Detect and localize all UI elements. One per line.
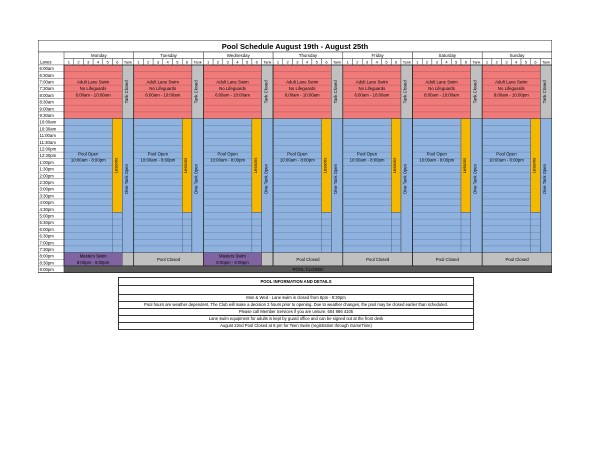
lessons-label: Lessons [322,157,328,174]
pool-open-time: 10:00am - 8:00pm [279,157,315,163]
lessons-label: Lessons [392,157,398,174]
lane-number: 5 [385,59,388,65]
pool-open-title: Pool Open [147,151,169,157]
tank-label: Tank [193,60,202,65]
no-lifeguards-text: No Lifeguards [358,86,386,92]
pool-open-title: Pool Open [217,151,238,157]
day-name: Monday [91,53,107,58]
tank-closed-label: Tank Closed [472,80,478,104]
dive-tank-open-label: Dive Tank Open [402,164,408,194]
day-name: Wednesday [226,53,250,58]
time-label: 4:30pm [39,206,54,212]
lane-number: 1 [67,59,70,65]
adult-lane-swim-title: Adult Lane Swim [286,79,319,85]
lane-number: 4 [236,59,239,65]
info-spacer [119,285,473,294]
pool-closed-label: Pool Closed [296,256,320,262]
adult-lane-swim-title: Adult Lane Swim [355,79,389,85]
time-label: 9:00am [39,106,54,112]
dive-tank-open-label: Dive Tank Open [263,164,269,194]
time-label: 6:00am [39,66,54,72]
time-label: 3:30pm [39,193,54,199]
tank-closed-label: Tank Closed [333,80,339,104]
lessons-label: Lessons [183,157,189,174]
lane-number: 3 [87,59,90,65]
lessons-label: Lessons [113,157,119,174]
lane-number: 6 [185,59,189,65]
dive-tank-open-label: Dive Tank Open [333,164,339,194]
info-heading: POOL INFORMATION AND DETAILS [260,279,332,284]
dive-tank-open-label: Dive Tank Open [193,164,199,194]
lane-number: 2 [147,59,150,65]
pool-closed-label: Pool Closed [435,256,459,262]
lane-number: 6 [116,59,119,65]
pool-closed-label: Pool Closed [505,256,529,262]
info-line: Mon & Wed - Lane swim is closed from 8pm - 9:30pm [119,294,473,301]
tank-closed-label: Tank Closed [402,80,408,104]
dive-tank-open-label: Dive Tank Open [542,164,548,194]
lane-number: 3 [156,59,160,65]
lane-number: 4 [305,59,309,65]
tank-closed-label: Tank Closed [123,80,129,104]
lane-number: 2 [286,59,289,65]
lane-number: 6 [464,59,467,65]
pool-closed-label: Pool Closed [156,256,181,262]
day-name: Thursday [298,53,318,58]
day-name: Sunday [509,53,525,58]
lane-number: 5 [106,59,109,65]
lane-number: 4 [166,59,169,65]
lane-number: 4 [375,59,378,65]
pool-open-title: Pool Open [356,151,378,157]
info-line: Please call Member Services if you are unsure. 604 986 4105 [119,308,473,315]
lane-number: 5 [455,59,458,65]
pool-open-time: 10:00am - 8:00pm [140,157,176,163]
lane-number: 3 [505,59,508,65]
time-label: 9:30am [39,113,54,118]
adult-lane-swim-time: 6:00am - 10:00am [75,92,111,98]
lane-number: 3 [296,59,299,65]
pool-open-time: 10:00am - 8:00pm [349,157,385,163]
time-label: 12:00pm [39,146,57,152]
evening-tank-closed-block [122,253,134,266]
pool-open-title: Pool Open [426,151,447,157]
lane-number: 4 [515,59,518,65]
no-lifeguards-text: No Lifeguards [288,86,316,92]
no-lifeguards-text: No Lifeguards [79,86,107,92]
pool-open-title: Pool Open [287,151,308,157]
adult-lane-swim-time: 6:00am - 10:00am [284,92,320,98]
time-label: 6:30pm [39,233,54,239]
day-name: Saturday [438,53,457,58]
adult-lane-swim-time: 6:00am - 10:00am [145,92,181,98]
masters-swim-title: Masters Swim [219,253,246,259]
tank-label: Tank [402,60,411,65]
lane-number: 1 [276,59,280,65]
lane-number: 1 [346,59,349,65]
lessons-label: Lessons [461,157,467,174]
pool-open-time: 10:00am - 8:00pm [210,157,246,163]
time-label: 7:30pm [39,247,54,252]
time-label: 8:30am [39,99,54,105]
time-label: 6:00pm [39,226,54,232]
schedule-title: Pool Schedule August 19th - August 25th [221,42,369,51]
day-name: Tuesday [160,53,177,58]
time-label: 10:00am [39,119,57,125]
lane-number: 5 [176,59,179,65]
tank-label: Tank [123,60,132,65]
adult-lane-swim-time: 6:00am - 10:00am [215,92,250,98]
time-label: 7:00am [39,79,54,85]
lane-number: 6 [255,59,258,65]
lane-number: 6 [395,59,398,65]
time-label: 11:30am [39,139,56,145]
adult-lane-swim-time: 8:00am - 10:00am [424,92,460,98]
lane-number: 2 [216,59,220,65]
lessons-label: Lessons [531,157,537,174]
pool-open-time: 10:00am - 8:00pm [70,157,106,163]
info-line: Pool hours are weather dependent. The Club will make a decision 2 hours prior to opening. Due to weather changes, the pool may be closed earlier than scheduled. [119,301,473,308]
adult-lane-swim-time: 8:00am - 10:00pm [493,92,529,98]
adult-lane-swim-time: 6:00am - 10:00am [354,92,390,98]
time-label: 12:30pm [39,153,57,159]
no-lifeguards-text: No Lifeguards [428,86,455,92]
dive-tank-open-label: Dive Tank Open [472,164,478,194]
adult-lane-swim-title: Adult Lane Swim [495,79,528,85]
tank-closed-label: Tank Closed [193,80,199,104]
time-label: 1:30pm [39,166,54,172]
lane-number: 5 [315,59,318,65]
info-line: Lane swim equipment for adults is kept by guard office and can be signed out at the front desk [119,315,473,322]
time-label: 3:00pm [39,186,54,192]
lane-number: 2 [77,59,80,65]
pool-information-box [118,277,474,330]
time-label: 8:00pm [39,253,54,259]
lane-number: 4 [96,59,100,65]
tank-closed-label: Tank Closed [263,80,269,104]
lane-number: 3 [226,59,229,65]
tank-label: Tank [472,60,481,65]
lane-number: 1 [207,59,210,65]
no-lifeguards-text: No Lifeguards [219,86,246,92]
time-label: 7:30am [39,86,54,92]
masters-swim-time: 8:00pm - 9:00pm [216,260,249,266]
time-label: 1:00pm [39,159,54,165]
time-label: 9:00pm [39,267,54,273]
lane-number: 3 [435,59,438,65]
no-lifeguards-text: No Lifeguards [497,86,525,92]
tank-label: Tank [333,60,342,65]
lane-number: 6 [534,59,537,65]
lane-number: 2 [425,59,429,65]
lane-number: 2 [495,59,498,65]
lane-number: 3 [365,59,369,65]
pool-open-time: 10:00am - 8:00pm [419,157,455,163]
lane-number: 1 [416,59,419,65]
time-label: 8:30pm [39,260,54,266]
time-label: 7:00pm [39,240,54,246]
lanes-label: Lanes [40,59,52,65]
time-label: 5:30pm [39,220,54,226]
tank-closed-label: Tank Closed [542,80,548,104]
lessons-label: Lessons [252,157,258,174]
masters-swim-title: Masters Swim [79,253,107,259]
time-label: 8:00am [39,92,54,98]
tank-label: Tank [542,60,551,65]
time-label: 6:30am [39,72,54,78]
pool-closed-label: Pool Closed [366,256,390,262]
lane-number: 5 [524,59,527,65]
adult-lane-swim-title: Adult Lane Swim [76,79,110,85]
lane-number: 1 [485,59,489,65]
pool-open-title: Pool Open [78,151,99,157]
masters-swim-time: 8:00pm - 9:00pm [76,260,110,266]
day-name: Friday [371,53,384,58]
lane-number: 5 [245,59,249,65]
adult-lane-swim-title: Adult Lane Swim [425,79,458,85]
lane-number: 2 [356,59,359,65]
time-label: 4:00pm [39,200,54,206]
info-line: August 22nd Pool Closed at 6 pm for Teen Swim (registration through GameTime) [119,322,473,329]
lane-number: 1 [137,59,140,65]
evening-tank-closed-block [262,253,274,266]
time-label: 10:30am [39,126,57,132]
lane-number: 6 [325,59,328,65]
lane-number: 4 [445,59,448,65]
dive-tank-open-label: Dive Tank Open [123,164,129,194]
pool-schedule-grid [38,40,552,273]
pool-open-title: Pool Open [496,151,517,157]
tank-label: Tank [263,60,272,65]
pool-closed-final-label: POOL CLOSED [292,267,324,273]
time-label: 11:00am [39,133,56,139]
time-label: 2:00pm [39,173,54,179]
time-label: 5:00pm [39,213,54,219]
no-lifeguards-text: No Lifeguards [149,86,177,92]
time-label: 2:30pm [39,180,54,185]
adult-lane-swim-title: Adult Lane Swim [146,79,179,85]
adult-lane-swim-title: Adult Lane Swim [216,79,249,85]
pool-open-time: 10:00am - 8:00pm [489,157,524,163]
